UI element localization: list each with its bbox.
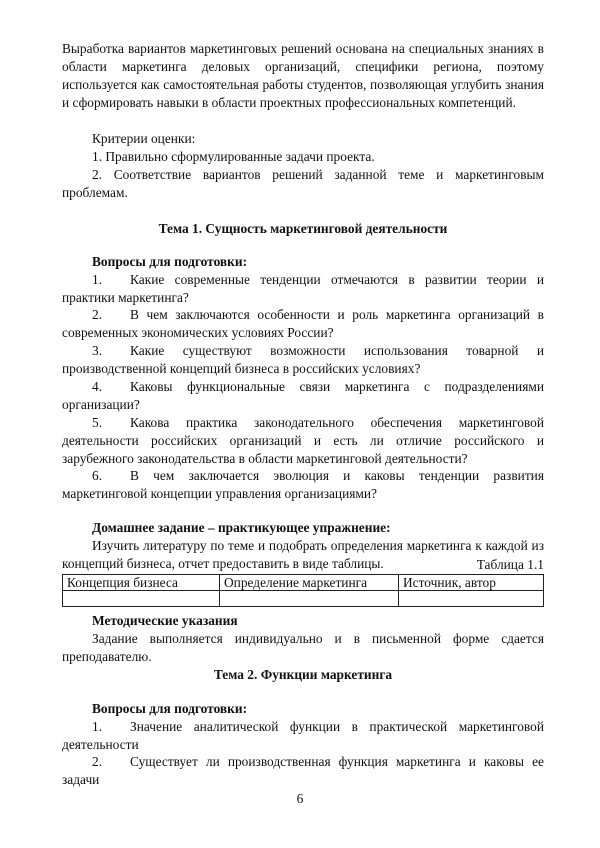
table-row <box>63 591 544 607</box>
topic2-question-1: 1. Значение аналитической функции в практической маркетинговой деятельности <box>62 719 544 752</box>
criteria-item-2: 2. Соответствие вариантов решений заданной теме и маркетинговым проблемам. <box>62 167 544 200</box>
table-cell <box>220 591 399 607</box>
homework-title: Домашнее задание – практикующее упражнение: <box>92 520 391 535</box>
criteria-item-1: 1. Правильно сформулированные задачи проекта. <box>92 149 375 164</box>
table-cell <box>63 591 220 607</box>
topic1-questions-title: Вопросы для подготовки: <box>92 254 248 269</box>
table-caption: Таблица 1.1 <box>476 557 544 572</box>
topic2-question-2: 2. Существует ли производственная функция маркетинга и каковы ее задачи <box>62 754 544 787</box>
topic1-title: Тема 1. Сущность маркетинговой деятельности <box>158 221 448 236</box>
intro-paragraph: Выработка вариантов маркетинговых решений основана на специальных знаниях в области маркетинга деловых организаций, специфики региона, поэтому используется как самостоятельная работы студентов, позволяющая углубить знания и сформировать навыки в области проектных профессиональных компетенций. <box>62 41 544 110</box>
page-number: 6 <box>296 791 304 806</box>
definitions-table <box>62 574 544 607</box>
table-header-cell: Источник, автор <box>399 575 544 591</box>
method-title: Методические указания <box>92 613 238 628</box>
table-header-row <box>63 575 544 591</box>
criteria-title: Критерии оценки: <box>92 131 196 146</box>
topic2-questions-title: Вопросы для подготовки: <box>92 701 248 716</box>
topic1-question-5: 5. Какова практика законодательного обеспечения маркетинговой деятельности российских организаций и есть ли отличие российского и зарубежного законодательства в области маркетинговой деятельности? <box>62 415 544 466</box>
table-header-cell: Концепция бизнеса <box>63 575 220 591</box>
topic1-question-6: 6. В чем заключается эволюция и каковы тенденции развития маркетинговой концепции управления организациями? <box>62 468 544 501</box>
topic2-title: Тема 2. Функции маркетинга <box>213 667 393 682</box>
homework-text: Изучить литературу по теме и подобрать определения маркетинга к каждой из концепций бизнеса, отчет предоставить в виде таблицы. <box>62 538 544 571</box>
table-header-cell: Определение маркетинга <box>220 575 399 591</box>
method-text: Задание выполняется индивидуально и в письменной форме сдается преподавателю. <box>62 631 544 664</box>
topic1-question-4: 4. Каковы функциональные связи маркетинга с подразделениями организации? <box>62 379 544 412</box>
topic1-question-3: 3. Какие существуют возможности использования товарной и производственной концепций бизнеса в российских условиях? <box>62 343 544 376</box>
topic1-question-1: 1. Какие современные тенденции отмечаются в развитии теории и практики маркетинга? <box>62 272 544 305</box>
table-cell <box>399 591 544 607</box>
topic1-question-2: 2. В чем заключаются особенности и роль маркетинга организаций в современных экономических условиях России? <box>62 307 544 340</box>
